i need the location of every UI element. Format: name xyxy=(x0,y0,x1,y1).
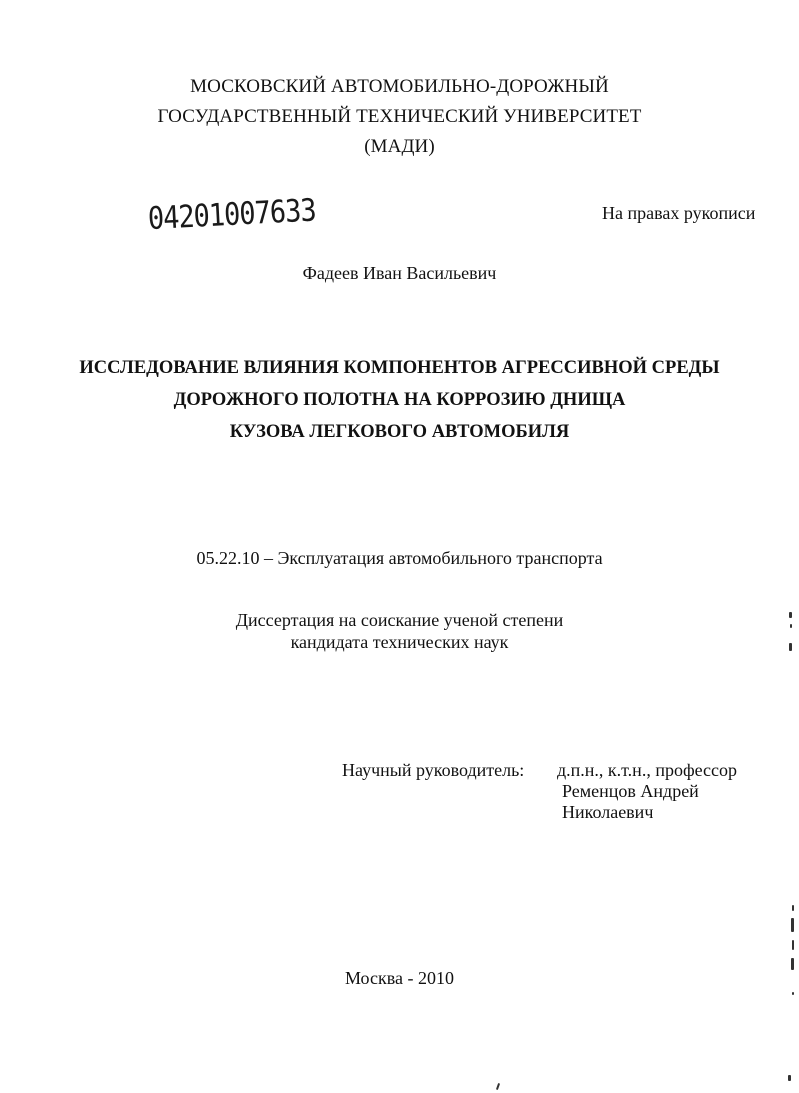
dissertation-title-line2: ДОРОЖНОГО ПОЛОТНА НА КОРРОЗИЮ ДНИЩА xyxy=(173,390,626,410)
manuscript-rights-note: На правах рукописи xyxy=(602,203,756,223)
degree-line1: Диссертация на соискание ученой степени xyxy=(235,610,564,630)
university-name-line1: МОСКОВСКИЙ АВТОМОБИЛЬНО-ДОРОЖНЫЙ xyxy=(190,76,609,97)
scan-speck xyxy=(792,940,794,950)
university-abbreviation: (МАДИ) xyxy=(364,136,435,157)
supervisor-name-line2: Николаевич xyxy=(562,802,654,822)
scan-speck xyxy=(788,1075,791,1081)
dissertation-title-line1: ИССЛЕДОВАНИЕ ВЛИЯНИЯ КОМПОНЕНТОВ АГРЕССИВНОЙ СРЕДЫ xyxy=(79,358,720,378)
supervisor-name-line1: Ременцов Андрей xyxy=(562,781,699,801)
scan-speck xyxy=(790,624,792,628)
scan-speck xyxy=(792,992,794,995)
scan-speck xyxy=(789,612,792,618)
author-name: Фадеев Иван Васильевич xyxy=(302,263,497,283)
dissertation-title-line3: КУЗОВА ЛЕГКОВОГО АВТОМОБИЛЯ xyxy=(229,422,570,442)
degree-line2: кандидата технических наук xyxy=(290,632,509,652)
scan-speck xyxy=(791,918,794,932)
supervisor-label: Научный руководитель: xyxy=(342,760,525,780)
specialty-code: 05.22.10 – Эксплуатация автомобильного транспорта xyxy=(196,548,603,568)
supervisor-credentials: д.п.н., к.т.н., профессор xyxy=(557,760,738,780)
handwritten-registration-number: 04201007633 xyxy=(147,192,317,238)
scan-speck xyxy=(792,905,794,911)
scan-speck xyxy=(496,1083,500,1090)
university-name-line2: ГОСУДАРСТВЕННЫЙ ТЕХНИЧЕСКИЙ УНИВЕРСИТЕТ xyxy=(157,106,642,127)
scan-speck xyxy=(791,958,794,970)
scan-speck xyxy=(789,643,792,651)
city-year: Москва - 2010 xyxy=(345,968,454,988)
